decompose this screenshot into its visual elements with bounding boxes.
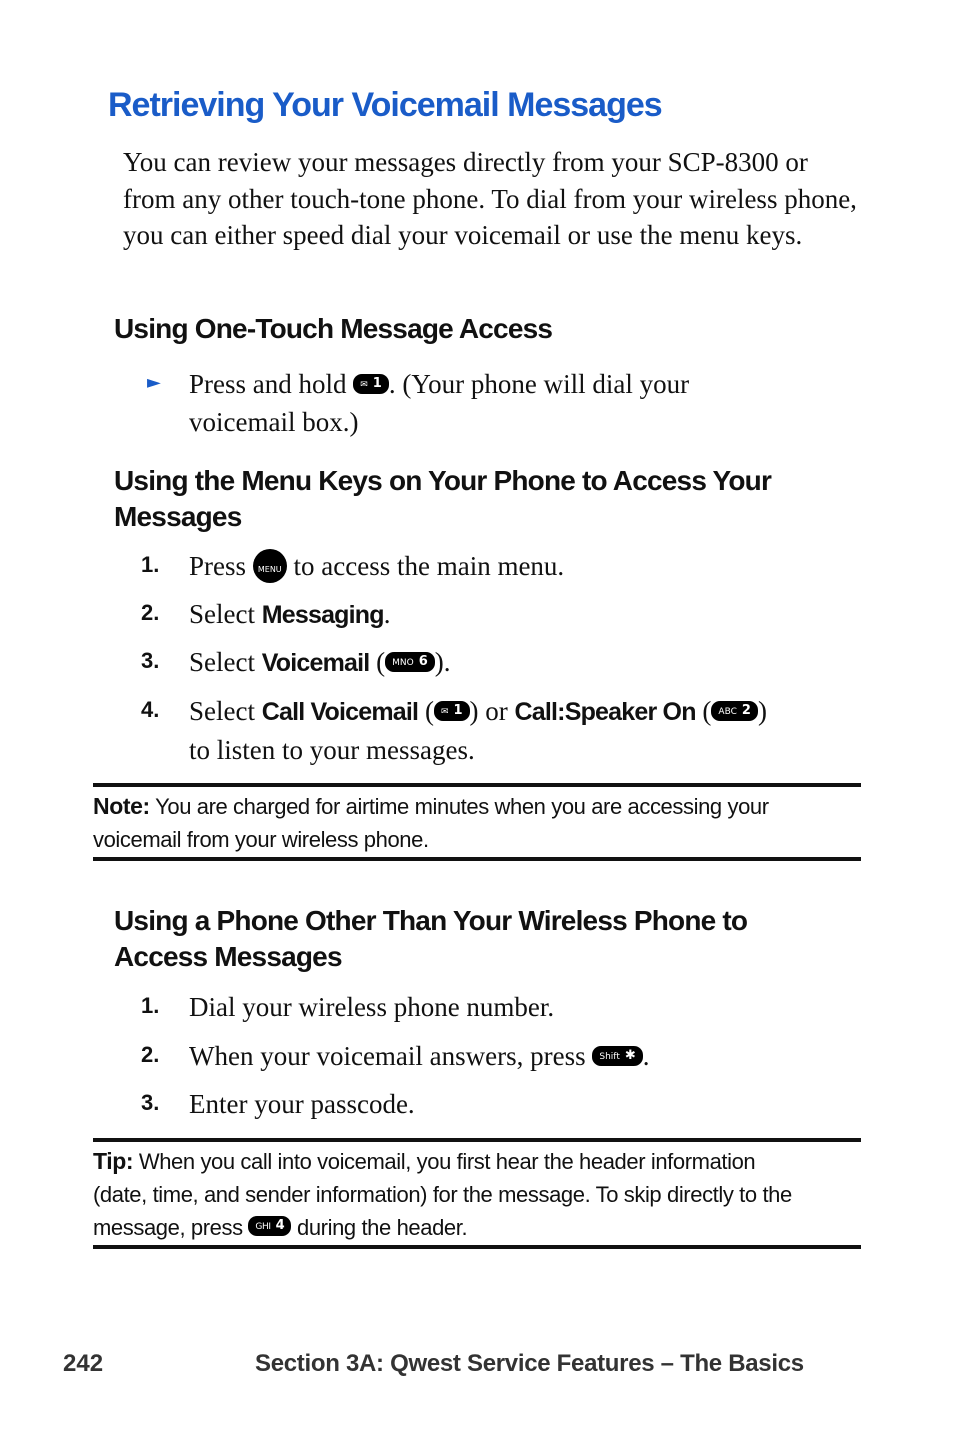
key-6-icon: MNO 6 — [385, 652, 435, 672]
page-title: Retrieving Your Voicemail Messages — [108, 86, 662, 124]
step-number: 1. — [141, 993, 160, 1018]
step-other-3: Enter your passcode. — [189, 1089, 415, 1119]
step-number: 2. — [141, 600, 160, 625]
tip-box: Tip: When you call into voicemail, you first hear the header information (date, time, and sender information) for the message. To skip directly to the message, press GHI 4 during the header. — [93, 1148, 792, 1240]
step-menu-4-line2: to listen to your messages. — [189, 735, 475, 765]
divider — [93, 857, 861, 861]
section-heading-other-phone: Using a Phone Other Than Your Wireless Phone to Access Messages — [114, 905, 748, 972]
step-number: 4. — [141, 697, 160, 722]
step-number: 3. — [141, 648, 160, 673]
page-number: 242 — [63, 1350, 104, 1377]
step-other-2: When your voicemail answers, press Shift ✱ . — [189, 1041, 650, 1071]
shift-star-key-icon: Shift ✱ — [592, 1046, 642, 1066]
step-other-1: Dial your wireless phone number. — [189, 992, 555, 1022]
menu-ok-key-icon: MENU OK — [253, 549, 287, 583]
section-heading-menu-keys: Using the Menu Keys on Your Phone to Access Your Messages — [114, 465, 772, 532]
step-number: 2. — [141, 1042, 160, 1067]
key-1-button: ✉ 1 — [353, 374, 389, 394]
step-menu-1: Press MENU OK to access the main menu. — [189, 547, 564, 586]
step-menu-2: Select Messaging. — [189, 599, 391, 629]
key-2-icon: ABC 2 — [711, 701, 758, 721]
envelope-icon: ✉ — [440, 706, 449, 717]
divider — [93, 783, 861, 787]
bullet-line-2: voicemail box.) — [189, 407, 359, 437]
step-number: 3. — [141, 1090, 160, 1115]
step-number: 1. — [141, 552, 160, 577]
key-4-icon: GHI 4 — [248, 1216, 291, 1236]
key-1-icon: ✉ 1 — [434, 701, 470, 721]
envelope-icon: ✉ — [360, 379, 368, 390]
divider — [93, 1245, 861, 1249]
step-menu-4: Select Call Voicemail ( ✉ 1 ) or Call:Speaker On ( ABC 2 ) — [189, 696, 767, 726]
footer-section-title: Section 3A: Qwest Service Features – The Basics — [255, 1350, 804, 1377]
intro-paragraph: You can review your messages directly from your SCP-8300 or from any other touch-tone phone. To dial from your wireless phone, you can either speed dial your voicemail or use the menu keys. — [123, 147, 857, 250]
note-box: Note: You are charged for airtime minutes when you are accessing your voicemail from your wireless phone. — [93, 793, 769, 852]
section-heading-one-touch: Using One-Touch Message Access — [114, 313, 553, 344]
right-triangle-icon: ► — [147, 372, 161, 393]
step-menu-3: Select Voicemail ( MNO 6 ). — [189, 647, 451, 677]
bullet-line-1: Press and hold ✉ 1 . (Your phone will dial your — [189, 369, 690, 399]
divider — [93, 1138, 861, 1142]
